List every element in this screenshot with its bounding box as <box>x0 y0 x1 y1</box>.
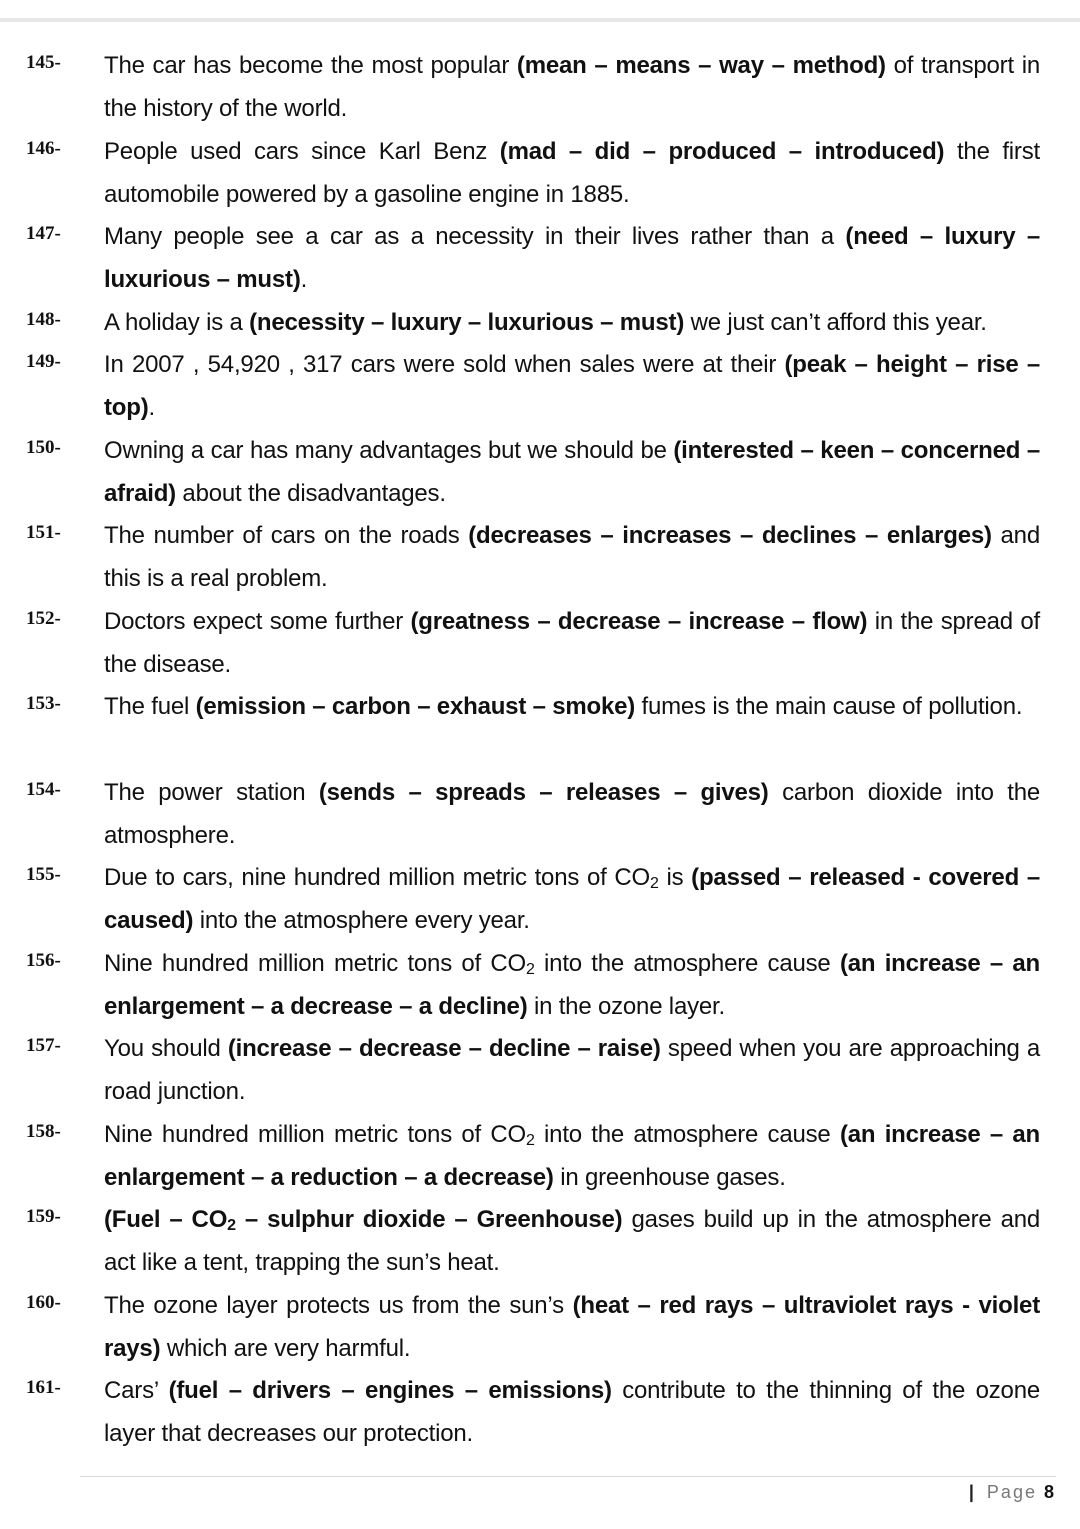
question-text-segment: into the atmosphere every year. <box>193 907 530 934</box>
page-number: 8 <box>1043 1482 1054 1502</box>
question-text-segment: People used cars since Karl Benz <box>104 137 500 165</box>
answer-options: (Fuel – CO <box>104 1206 228 1233</box>
question-text <box>104 942 1040 1028</box>
question-item <box>0 339 1080 425</box>
question-text-segment: gases build up in the atmosphere and act like a tent, trapping the sun’s heat. <box>104 1206 1041 1276</box>
question-item <box>0 40 1080 126</box>
answer-options: (an increase – an enlargement – a reduction – a decrease) <box>104 1120 1041 1191</box>
question-number: 150- <box>26 436 61 458</box>
question-text-segment: which are very harmful. <box>160 1334 411 1362</box>
answer-options: (mad – did – produced – introduced) <box>499 137 945 165</box>
question-number: 154- <box>26 778 61 800</box>
question-text-segment: Nine hundred million metric tons of CO <box>104 949 526 977</box>
question-item <box>0 852 1080 938</box>
question-number: 153- <box>26 693 61 714</box>
question-text <box>104 1027 1040 1113</box>
question-item <box>0 297 1080 340</box>
answer-options: – sulphur dioxide – Greenhouse) <box>235 1206 623 1233</box>
question-text-segment: Nine hundred million metric tons of CO <box>104 1120 526 1148</box>
question-text-segment: Many people see a car as a necessity in their lives rather than a <box>104 223 846 250</box>
question-text <box>104 429 1040 515</box>
question-text-segment: fumes is the main cause of pollution. <box>635 693 1023 720</box>
question-text-segment: into the atmosphere cause <box>534 1120 840 1148</box>
question-number: 151- <box>26 522 61 543</box>
question-text-segment: in the ozone layer. <box>527 992 725 1020</box>
question-number: 155- <box>26 864 61 885</box>
question-list <box>0 40 1080 1451</box>
answer-options: (increase – decrease – decline – raise) <box>227 1035 661 1062</box>
question-text-segment: Owning a car has many advantages but we should be <box>104 436 674 464</box>
question-text-segment: In 2007 , 54,920 , 317 cars were sold when sales were at their <box>104 351 785 378</box>
question-text-segment: The power station <box>104 778 319 806</box>
question-number: 161- <box>26 1377 61 1398</box>
question-text <box>104 1369 1040 1455</box>
question-text <box>104 1284 1040 1370</box>
question-text <box>104 514 1040 600</box>
answer-options: (necessity – luxury – luxurious – must) <box>249 308 685 336</box>
question-text <box>104 215 1040 301</box>
question-text-segment: is <box>658 864 692 891</box>
answer-options: (emission – carbon – exhaust – smoke) <box>195 693 636 720</box>
question-text-segment: The fuel <box>104 693 196 720</box>
question-text-segment: of transport in the history of the world. <box>104 52 1041 122</box>
question-text-segment: in the spread of the disease. <box>104 607 1040 678</box>
question-number: 160- <box>26 1291 61 1313</box>
question-text-segment: carbon dioxide into the atmosphere. <box>104 778 1040 849</box>
footer-separator: | <box>968 1482 976 1502</box>
question-item <box>0 1365 1080 1451</box>
question-item <box>0 1194 1080 1280</box>
question-text-segment: and this is a real problem. <box>104 522 1040 592</box>
question-text <box>104 856 1040 942</box>
question-text-segment: about the disadvantages. <box>175 479 446 507</box>
answer-options: (interested – keen – concerned – afraid) <box>104 436 1040 507</box>
question-item <box>0 126 1080 212</box>
footer-rule <box>80 1476 1056 1477</box>
question-text <box>104 130 1040 216</box>
answer-options: (passed – released - covered – caused) <box>104 864 1040 934</box>
question-item <box>0 510 1080 596</box>
question-number: 148- <box>26 308 61 330</box>
question-text <box>104 343 1040 429</box>
question-text-segment: into the atmosphere cause <box>534 949 840 977</box>
question-text-segment: contribute to the thinning of the ozone layer that decreases our protection. <box>104 1377 1040 1447</box>
question-text <box>104 685 1040 728</box>
subscript: 2 <box>227 1217 236 1234</box>
question-text <box>104 771 1040 857</box>
answer-options: (peak – height – rise – top) <box>104 351 1040 421</box>
question-text <box>104 301 1040 344</box>
question-text-segment: . <box>148 394 155 421</box>
question-number: 156- <box>26 949 61 971</box>
answer-options: (sends – spreads – releases – gives) <box>318 778 769 806</box>
question-text-segment: You should <box>104 1035 228 1062</box>
question-text-segment: the first automobile powered by a gasoline engine in 1885. <box>104 137 1040 208</box>
top-rule <box>0 18 1080 22</box>
question-number: 147- <box>26 223 61 244</box>
question-text-segment: A holiday is a <box>104 308 250 336</box>
question-text-segment: The car has become the most popular <box>104 52 517 79</box>
question-text-segment: . <box>300 266 308 293</box>
question-text-segment: The ozone layer protects us from the sun’s <box>104 1291 573 1319</box>
answer-options: (fuel – drivers – engines – emissions) <box>168 1377 612 1404</box>
question-number: 157- <box>26 1035 61 1056</box>
question-number: 158- <box>26 1120 61 1142</box>
question-text <box>104 600 1040 686</box>
question-number: 146- <box>26 137 61 159</box>
answer-options: (mean – means – way – method) <box>516 52 886 79</box>
question-item <box>0 767 1080 853</box>
question-item <box>0 596 1080 682</box>
question-text-segment: we just can’t afford this year. <box>684 308 987 336</box>
question-text-segment: speed when you are approaching a road junction. <box>104 1035 1040 1105</box>
subscript: 2 <box>525 960 535 978</box>
answer-options: (an increase – an enlargement – a decrease – a decline) <box>104 949 1041 1020</box>
page-footer <box>969 1482 1054 1503</box>
question-number: 149- <box>26 351 61 372</box>
question-item <box>0 681 1080 767</box>
question-text-segment: in greenhouse gases. <box>553 1163 786 1191</box>
subscript: 2 <box>649 875 659 892</box>
question-text-segment: Due to cars, nine hundred million metric tons of CO <box>104 864 650 891</box>
question-item <box>0 1109 1080 1195</box>
question-text-segment: Cars’ <box>104 1377 169 1404</box>
question-text <box>104 1198 1040 1284</box>
question-text-segment: Doctors expect some further <box>104 607 411 635</box>
question-number: 159- <box>26 1206 61 1227</box>
question-number: 152- <box>26 607 61 629</box>
answer-options: (need – luxury – luxurious – must) <box>104 223 1041 293</box>
answer-options: (heat – red rays – ultraviolet rays - violet rays) <box>104 1291 1040 1362</box>
answer-options: (decreases – increases – declines – enlarges) <box>468 522 992 549</box>
question-item <box>0 1023 1080 1109</box>
question-text <box>104 44 1040 130</box>
question-item <box>0 211 1080 297</box>
answer-options: (greatness – decrease – increase – flow) <box>410 607 868 635</box>
question-text-segment: The number of cars on the roads <box>104 522 469 549</box>
question-item <box>0 938 1080 1024</box>
question-number: 145- <box>26 52 61 73</box>
question-item <box>0 1280 1080 1366</box>
page-label: Page <box>986 1482 1037 1502</box>
question-item <box>0 425 1080 511</box>
question-text <box>104 1113 1040 1199</box>
subscript: 2 <box>525 1131 535 1149</box>
